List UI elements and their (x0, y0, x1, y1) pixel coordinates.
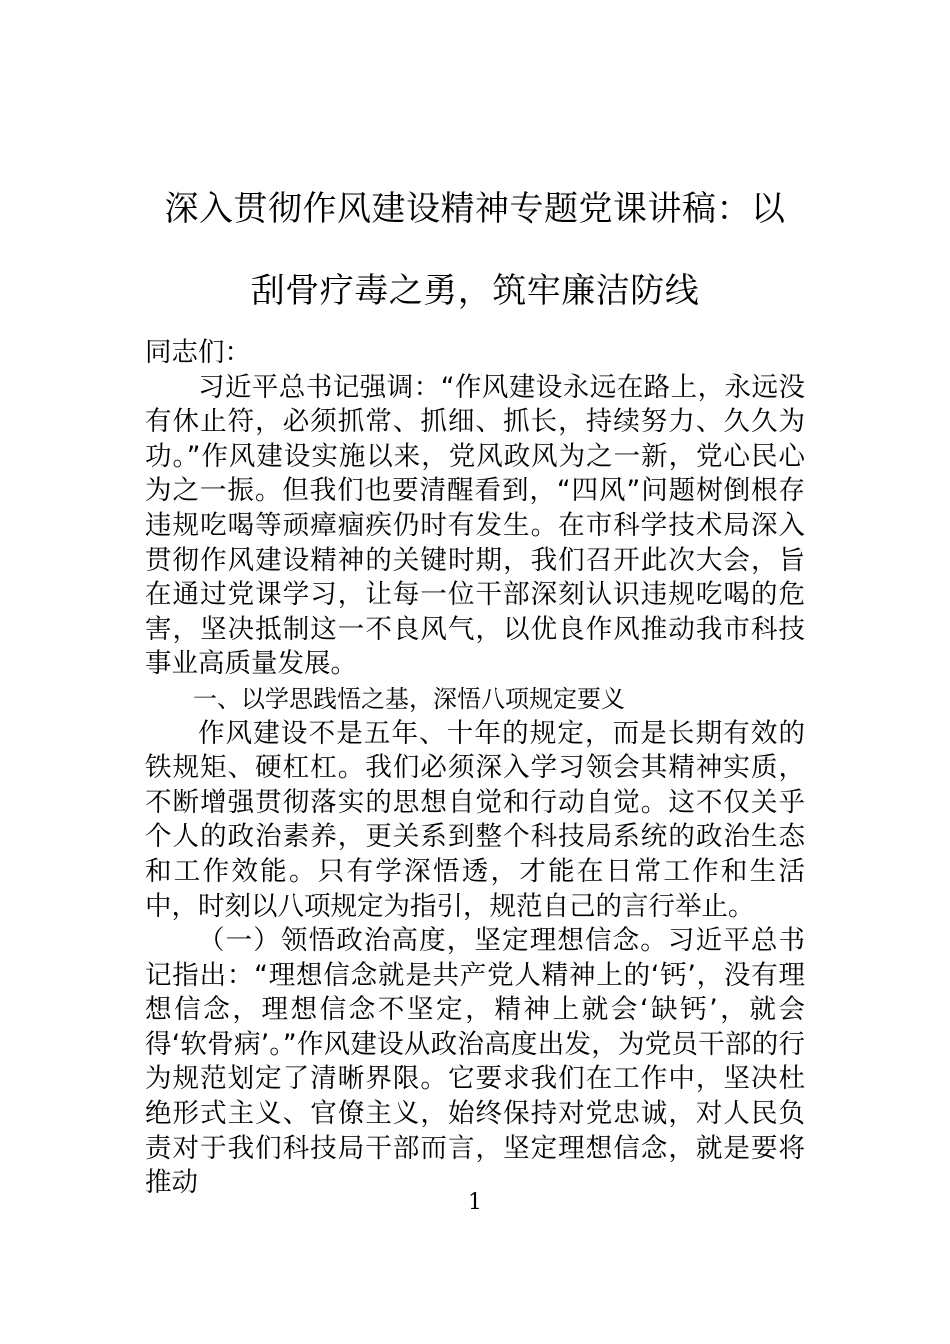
document-title: 深入贯彻作风建设精神专题党课讲稿：以刮骨疗毒之勇，筑牢廉洁防线 (164, 189, 786, 311)
section-heading: 一、以学思践悟之基，深悟八项规定要义 (193, 684, 625, 713)
paragraph-section-one: 作风建设不是五年、十年的规定，而是长期有效的铁规矩、硬杠杠。我们必须深入学习领会其精神实质，不断增强贯彻落实的思想自觉和行动自觉。这不仅关乎个人的政治素养，更关系到整个科技局系统的政治生态和工作效能。只有学深悟透，才能在日常工作和生活中，时刻以八项规定为指引，规范自己的言行举止。 (145, 717, 805, 922)
paragraph-intro: 习近平总书记强调：“作风建设永远在路上，永远没有休止符，必须抓常、抓细、抓长，持续努力、久久为功。”作风建设实施以来，党风政风为之一新，党心民心为之一振。但我们也要清醒看到，“四风”问题树倒根存违规吃喝等顽瘴痼疾仍时有发生。在市科学技术局深入贯彻作风建设精神的关键时期，我们召开此次大会，旨在通过党课学习，让每一位干部深刻认识违规吃喝的危害，坚决抵制这一不良风气，以优良作风推动我市科技事业高质量发展。 (145, 371, 805, 680)
salutation: 同志们： (145, 337, 251, 368)
page-number: 1 (468, 1190, 482, 1215)
document-body (145, 336, 805, 1201)
paragraph-subsection-one: （一）领悟政治高度，坚定理想信念。习近平总书记指出：“理想信念就是共产党人精神上的‘钙’，没有理想信念，理想信念不坚定，精神上就会‘缺钙’，就会得‘软骨病’。”作风建设从政治高度出发，为党员干部的行为规范划定了清晰界限。它要求我们在工作中，坚决杜绝形式主义、官僚主义，始终保持对党忠诚，对人民负责对于我们科技局干部而言，坚定理想信念，就是要将推动 (145, 925, 805, 1199)
